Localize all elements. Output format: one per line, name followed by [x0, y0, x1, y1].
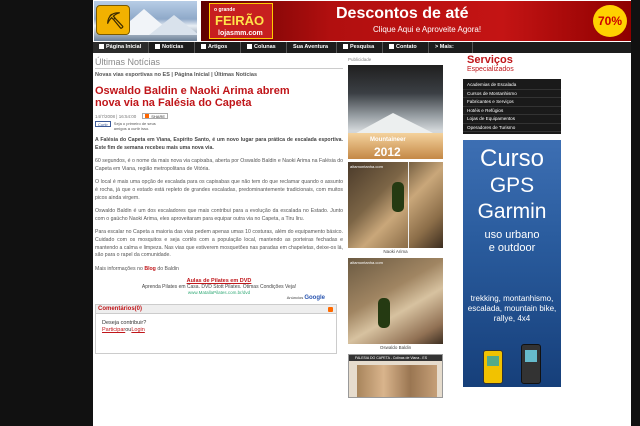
photo-watermark: altamontanha.com	[350, 164, 383, 169]
comments-prompt: Deseja contribuir?	[102, 320, 147, 327]
main-content	[95, 57, 343, 354]
promo-banner[interactable]	[201, 1, 631, 41]
rss-icon[interactable]	[328, 307, 333, 312]
feirao-site: lojasmm.com	[218, 30, 263, 37]
breadcrumb[interactable]: Novas vias esportivas no ES | Página Inicial | Últimas Notícias	[95, 72, 258, 78]
nav-label: Página Inicial	[106, 44, 142, 50]
rock-face	[357, 365, 437, 398]
article-date: 14/7/2008 | 16:54:00	[95, 113, 137, 119]
gps-screen	[487, 356, 499, 366]
mountain-shape-2	[149, 15, 197, 35]
services-item-fabricantes[interactable]: Fabricantes e Serviços	[463, 98, 561, 107]
participate-link[interactable]: Participar	[102, 327, 126, 334]
nav-columns[interactable]	[241, 42, 287, 53]
gps-ad-line: Garmin	[477, 200, 547, 223]
photo-caption: Oswaldo Baldin	[379, 345, 412, 350]
nav-contact[interactable]	[383, 42, 429, 53]
gps-screen	[525, 350, 537, 362]
share-label: SHARE	[151, 113, 165, 119]
nav-label: Contato	[396, 44, 417, 50]
ad-title[interactable]: Aulas de Pilates em DVD	[186, 278, 252, 285]
like-text: Seja o primeiro de seus amigos a curtir isso.	[113, 121, 156, 131]
services-title: Serviços	[467, 54, 513, 66]
crag-topo-image	[348, 354, 443, 398]
comments-header	[96, 305, 336, 314]
more-info-suffix: do Baldin	[157, 265, 179, 272]
gps-ad-line: Curso	[479, 145, 545, 172]
header	[93, 0, 631, 42]
gps-ad-line: GPS	[489, 174, 535, 197]
nav-articles[interactable]	[195, 42, 241, 53]
articles-icon	[201, 44, 206, 49]
mountaineer-ad-image[interactable]	[348, 65, 443, 159]
photo-caption: Naoki Arima	[383, 249, 408, 254]
feirao-title: FEIRÃO	[215, 13, 265, 28]
section-title: Últimas Notícias	[95, 57, 343, 69]
discount-badge: 70%	[593, 5, 627, 37]
nav-label: Notícias	[162, 44, 184, 50]
climbing-photo-oswaldo	[348, 258, 443, 344]
comments-body	[96, 314, 336, 334]
page	[93, 0, 631, 426]
site-logo[interactable]	[94, 1, 197, 41]
photo-watermark: altamontanha.com	[350, 260, 383, 265]
article-lead: A Falésia do Capeta em Viana, Espírito Santo, é um novo lugar para prática de escalada esportiva. Este fim de semana recebeu mais uma nova via.	[95, 137, 343, 151]
services-subtitle: Especializados	[467, 66, 514, 73]
comments-box	[95, 304, 337, 354]
ad-url[interactable]: www.MatallaPilates.com.br/dvd	[187, 290, 251, 296]
services-item-operadores[interactable]: Operadores de Turismo	[463, 124, 561, 133]
blog-link[interactable]: Blog	[144, 265, 156, 272]
nav-label: Colunas	[254, 44, 276, 50]
comments-count: Comentários(0)	[98, 306, 143, 313]
share-icon	[145, 114, 149, 118]
climbing-photo-naoki	[348, 162, 443, 248]
topo-title: FALESIA DO CAPETA - Colinas de Viana - ES	[349, 355, 443, 361]
mountaineer-year: 2012	[374, 145, 401, 159]
search-icon	[343, 44, 348, 49]
nav-label: Artigos	[208, 44, 228, 50]
services-item-hoteis[interactable]: Hotéis e Refúgios	[463, 107, 561, 116]
publicity-label: Publicidade	[348, 57, 372, 62]
nav-news[interactable]	[149, 42, 195, 53]
gps-ad-line: e outdoor	[488, 242, 536, 254]
services-item-cursos[interactable]: Cursos de Montanhismo	[463, 90, 561, 99]
article-paragraph: O local é mais uma opção de escalada para os capixabas que não tem do que reclamar quando o assunto é rocha, já que o estado está repleto de grandes escaladas, predominantemente tradicionais, com muitos picos ainda virgem.	[95, 179, 343, 201]
ads-by-label: Anúncios	[286, 295, 304, 301]
banner-subtitle: Clique Aqui e Aproveite Agora!	[373, 25, 482, 34]
google-brand: Google	[304, 295, 325, 302]
nav-your-adventure[interactable]	[287, 42, 337, 53]
climber	[392, 182, 404, 212]
nav-label: Sua Aventura	[293, 44, 329, 50]
gps-course-ad[interactable]	[463, 140, 561, 387]
article-paragraph: 60 segundos, é o nome da mais nova via capixaba, aberta por Oswaldo Baldin e Naoki Arima na Falésia do Capeta em Viana, região metropolitana de Vitória.	[95, 158, 343, 172]
article-paragraph: Para escalar no Capeta a maioria das vias pedem apenas umas 10 costuras, além do equipamento básico. Cuidado com os mosquitos e seja cortês com a população local, mantendo as porteiras fechadas e mantendo a calma e limpeza. Nas vias que estiverem mosquetões nas paradas em chapeletas, deixe-os lá, são para o rapel da comunidade.	[95, 229, 343, 259]
news-icon	[155, 44, 160, 49]
nav-more[interactable]	[429, 42, 473, 53]
facebook-like	[95, 121, 343, 131]
services-item-academias[interactable]: Academias de Escalada	[463, 81, 561, 90]
comments-or: ou	[125, 327, 132, 334]
media-column	[348, 57, 443, 398]
feirao-badge	[209, 3, 273, 39]
ad-text: Aprenda Pilates em Casa. DVD Stott Pilates. Ótimas Condições Veja!	[141, 284, 297, 291]
climbing-icon: ⛏	[96, 5, 130, 35]
mountaineer-title: Mountaineer	[370, 137, 406, 143]
climber	[378, 298, 390, 328]
feirao-small-text: o grande	[214, 7, 236, 13]
article-title: Oswaldo Baldin e Naoki Arima abrem nova via na Falésia do Capeta	[95, 85, 290, 109]
gps-device-icon	[483, 350, 503, 384]
like-button[interactable]: Curtir	[95, 121, 111, 127]
gps-ad-line: uso urbano	[484, 229, 540, 241]
services-item-lojas[interactable]: Lojas de Equipamentos	[463, 115, 561, 124]
services-menu	[463, 79, 561, 134]
more-info	[95, 266, 343, 274]
services-header	[463, 53, 561, 79]
mail-icon	[389, 44, 394, 49]
nav-home[interactable]	[93, 42, 149, 53]
gps-device-icon	[521, 344, 541, 384]
article-meta	[95, 113, 343, 119]
gps-ad-activities: trekking, montanhismo, escalada, mountain bike, rallye, 4x4	[467, 294, 557, 323]
article-paragraph: Oswaldo Baldin é um dos escaladores que mais contribui para a evolução da escalada no Estado. Junto com o gaúcho Naoki Arima, eles aproveitaram para equipar outra via no Capeta, a Tiru liru.	[95, 208, 343, 222]
nav-label: Pesquisa	[350, 44, 375, 50]
home-icon	[99, 44, 104, 49]
main-nav	[93, 42, 631, 53]
more-info-prefix: Mais informações no	[95, 265, 143, 272]
nav-label: > Mais:	[435, 44, 454, 50]
login-link[interactable]: Login	[131, 327, 145, 334]
banner-title: Descontos de até	[336, 5, 469, 22]
services-sidebar	[463, 53, 561, 387]
google-ad[interactable]	[95, 278, 343, 301]
rope	[408, 162, 409, 248]
share-button[interactable]	[142, 113, 168, 119]
nav-search[interactable]	[337, 42, 383, 53]
ads-by-google[interactable]	[95, 295, 325, 301]
columns-icon	[247, 44, 252, 49]
comments-actions	[102, 327, 336, 334]
